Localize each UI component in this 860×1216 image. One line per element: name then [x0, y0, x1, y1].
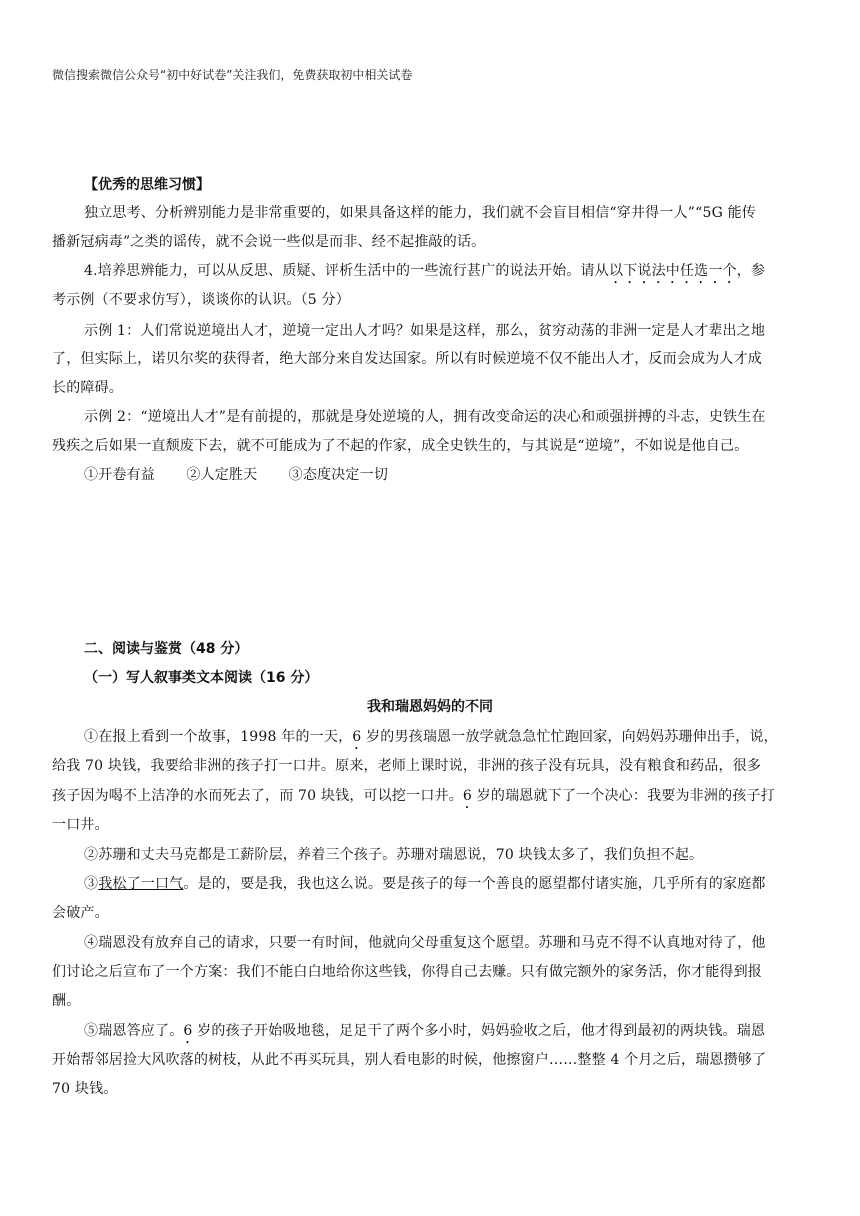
paragraph-3-line-1 — [84, 873, 766, 893]
option-1: ①开卷有益 — [84, 467, 155, 483]
example-1-line-1: 示例 1：人们常说逆境出人才，逆境一定出人才吗？如果是这样，那么，贫穷动荡的非洲一定是人才辈出之地 — [84, 323, 766, 339]
reading-subsection-title: （一）写人叙事类文本阅读（16 分） — [84, 670, 319, 686]
p1-text-d: 岁的瑞恩就下了一个决心：我要为非洲的孩子打 — [472, 788, 775, 804]
question-4-line-2: 考示例（不要求仿写），谈谈你的认识。（5 分） — [52, 292, 350, 308]
habit-intro-line-2: 播新冠病毒”之类的谣传，就不会说一些似是而非、经不起推敲的话。 — [52, 234, 486, 250]
article-title: 我和瑞恩妈妈的不同 — [367, 699, 493, 715]
p5-text-a: ⑤瑞恩答应了。 — [84, 1023, 184, 1039]
question-4-text-a: 4.培养思辨能力，可以从反思、质疑、评析生活中的一些流行甚广的说法开始。请从 — [84, 263, 609, 279]
paragraph-1-line-1 — [84, 726, 778, 753]
p3-underlined-sentence: 我松了一口气 — [98, 876, 184, 892]
paragraph-1-line-4: 一口井。 — [52, 817, 109, 833]
example-1-line-2: 了，但实际上，诺贝尔奖的获得者，绝大部分来自发达国家。所以有时候逆境不仅不能出人才，反而会成为人才成 — [52, 351, 762, 367]
p5-text-b: 岁的孩子开始吸地毯，足足干了两个多小时，妈妈验收之后，他才得到最初的两块钱。瑞恩 — [192, 1023, 766, 1039]
paragraph-2-line-1: ②苏珊和丈夫马克都是工薪阶层，养着三个孩子。苏珊对瑞恩说，70 块钱太多了，我们负担不起。 — [84, 847, 704, 863]
question-4-text-b: ，参 — [736, 263, 766, 279]
p1-text-c: 孩子因为喝不上洁净的水而死去了，而 70 块钱，可以挖一口井。 — [52, 788, 463, 804]
paragraph-1-line-2: 给我 70 块钱，我要给非洲的孩子打一口井。原来，老师上课时说，非洲的孩子没有玩具，没有粮食和药品，很多 — [52, 758, 762, 774]
paragraph-5-line-3: 70 块钱。 — [52, 1081, 118, 1097]
reading-section-title: 二、阅读与鉴赏（48 分） — [84, 641, 249, 657]
option-2: ②人定胜天 — [186, 467, 258, 483]
paragraph-1-line-3 — [52, 785, 775, 812]
paragraph-4-line-2: 们讨论之后宣布了一个方案：我们不能白白地给你这些钱，你得自己去赚。只有做完额外的家务活，你才能得到报 — [52, 964, 762, 980]
p3-text: 。是的，要是我，我也这么说。要是孩子的每一个善良的愿望都付诸实施，几乎所有的家庭都 — [183, 876, 766, 892]
p1-text-a: ①在报上看到一个故事，1998 年的一天， — [84, 729, 353, 745]
option-list — [84, 464, 388, 484]
question-4-line-1 — [84, 260, 765, 287]
p1-emphasis-a: 6 — [352, 729, 362, 745]
option-3: ③态度决定一切 — [288, 467, 389, 483]
p1-emphasis-b: 6 — [462, 788, 473, 804]
paragraph-4-line-3: 酬。 — [52, 993, 81, 1009]
example-2-line-2: 残疾之后如果一直颓废下去，就不可能成为了不起的作家，成全史铁生的，与其说是“逆境”，不如说是他自己。 — [52, 438, 749, 454]
p1-text-b: 岁的男孩瑞恩一放学就急急忙忙跑回家，向妈妈苏珊伸出手，说， — [361, 729, 778, 745]
paragraph-5-line-2: 开始帮邻居捡大风吹落的树枝，从此不再买玩具，别人看电影的时候，他擦窗户……整整 4 个月之后，瑞恩攒够了 — [52, 1052, 767, 1068]
paragraph-4-line-1: ④瑞恩没有放弃自己的请求，只要一有时间，他就向父母重复这个愿望。苏珊和马克不得不认真地对待了，他 — [84, 935, 766, 951]
p3-number: ③ — [84, 876, 99, 892]
question-4-emphasis: 以下说法中任选一个 — [608, 263, 737, 279]
habit-intro-line-1: 独立思考、分析辨别能力是非常重要的，如果具备这样的能力，我们就不会盲目相信“穿井得一人”“5G 能传 — [84, 205, 757, 221]
example-1-line-3: 长的障碍。 — [52, 380, 123, 396]
p5-emphasis: 6 — [183, 1023, 193, 1039]
example-2-line-1: 示例 2：“逆境出人才”是有前提的，那就是身处逆境的人，拥有改变命运的决心和顽强拼搏的斗志，史铁生在 — [84, 409, 766, 425]
paragraph-5-line-1 — [84, 1020, 765, 1047]
paragraph-3-line-2: 会破产。 — [52, 905, 109, 921]
habit-title: 【优秀的思维习惯】 — [84, 177, 210, 193]
header-notice: 微信搜索微信公众号“初中好试卷”关注我们，免费获取初中相关试卷 — [52, 68, 413, 82]
